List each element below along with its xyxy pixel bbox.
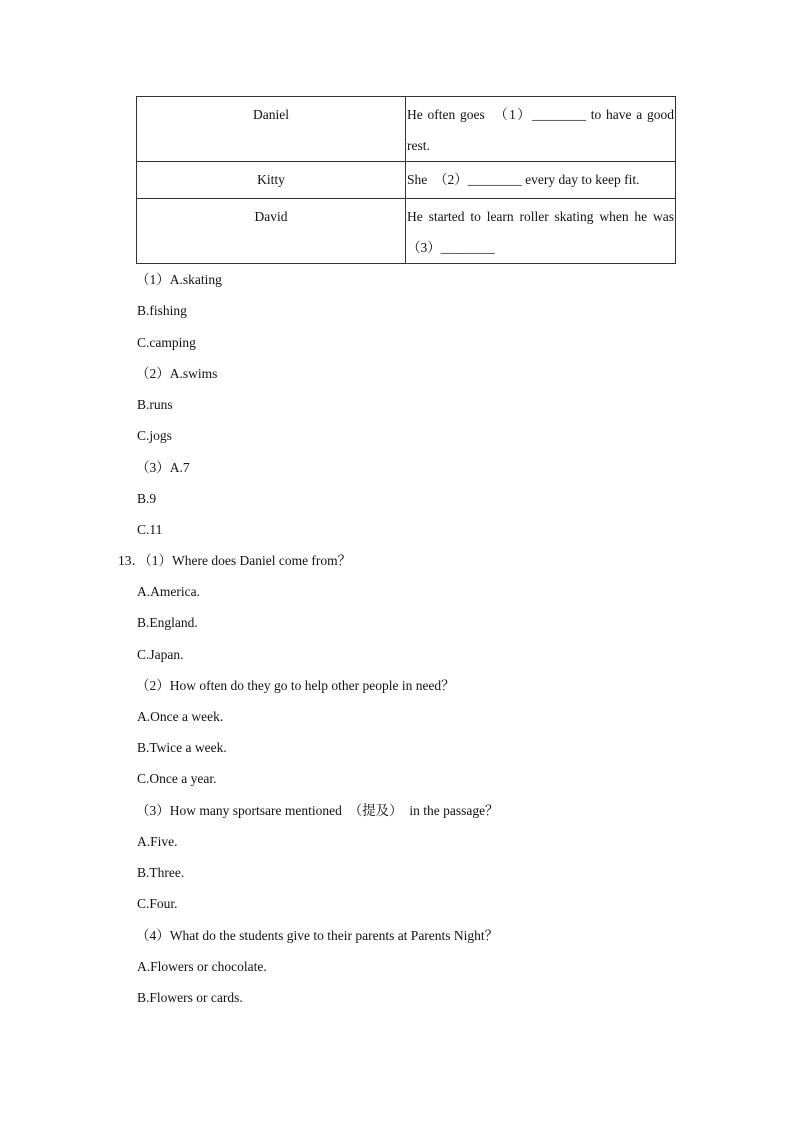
table-row (137, 162, 676, 199)
q13-sub2-option-c: C.Once a year. (137, 771, 217, 786)
table-cell-desc: He often goes （1）________ to have a good rest. (406, 97, 676, 162)
q12-sub1-option-c: C.camping (137, 335, 196, 350)
answer-table (136, 96, 676, 264)
table-cell-desc: He started to learn roller skating when he was （3）________ (406, 199, 676, 264)
table-row (137, 199, 676, 264)
table-cell-name: Daniel (137, 97, 406, 162)
table-row (137, 97, 676, 162)
q12-sub3-option-c: C.11 (137, 522, 163, 537)
q13-sub1-option-c: C.Japan. (137, 647, 184, 662)
q12-sub2-option-c: C.jogs (137, 428, 172, 443)
q13-sub1-option-a: A.America. (137, 584, 200, 599)
q13-sub2-option-a: A.Once a week. (137, 709, 224, 724)
q13-sub4-option-b: B.Flowers or cards. (137, 990, 243, 1005)
q12-sub3-option-b: B.9 (137, 491, 157, 506)
table-cell-desc: She （2）________ every day to keep fit. (406, 162, 676, 199)
q13-sub3-option-b: B.Three. (137, 865, 185, 880)
q13-sub1-stem: 13．（1）Where does Daniel come from？ (118, 553, 352, 568)
q13-sub2-stem: （2）How often do they go to help other people in need？ (136, 678, 455, 693)
q13-sub3-option-c: C.Four. (137, 896, 178, 911)
q13-sub3-stem: （3）How many sportsare mentioned （提及） in the passage？ (136, 803, 499, 818)
q13-sub4-option-a: A.Flowers or chocolate. (137, 959, 267, 974)
q12-sub1-stem: （1）A.skating (136, 272, 222, 287)
q13-sub2-option-b: B.Twice a week. (137, 740, 227, 755)
q12-sub2-option-b: B.runs (137, 397, 173, 412)
q13-sub4-stem: （4）What do the students give to their parents at Parents Night？ (136, 928, 499, 943)
q12-sub2-stem: （2）A.swims (136, 366, 218, 381)
q13-sub3-option-a: A.Five. (137, 834, 178, 849)
table-cell-name: David (137, 199, 406, 264)
q12-sub3-stem: （3）A.7 (136, 460, 190, 475)
table-cell-name: Kitty (137, 162, 406, 199)
q13-sub1-option-b: B.England. (137, 615, 198, 630)
q12-sub1-option-b: B.fishing (137, 303, 187, 318)
